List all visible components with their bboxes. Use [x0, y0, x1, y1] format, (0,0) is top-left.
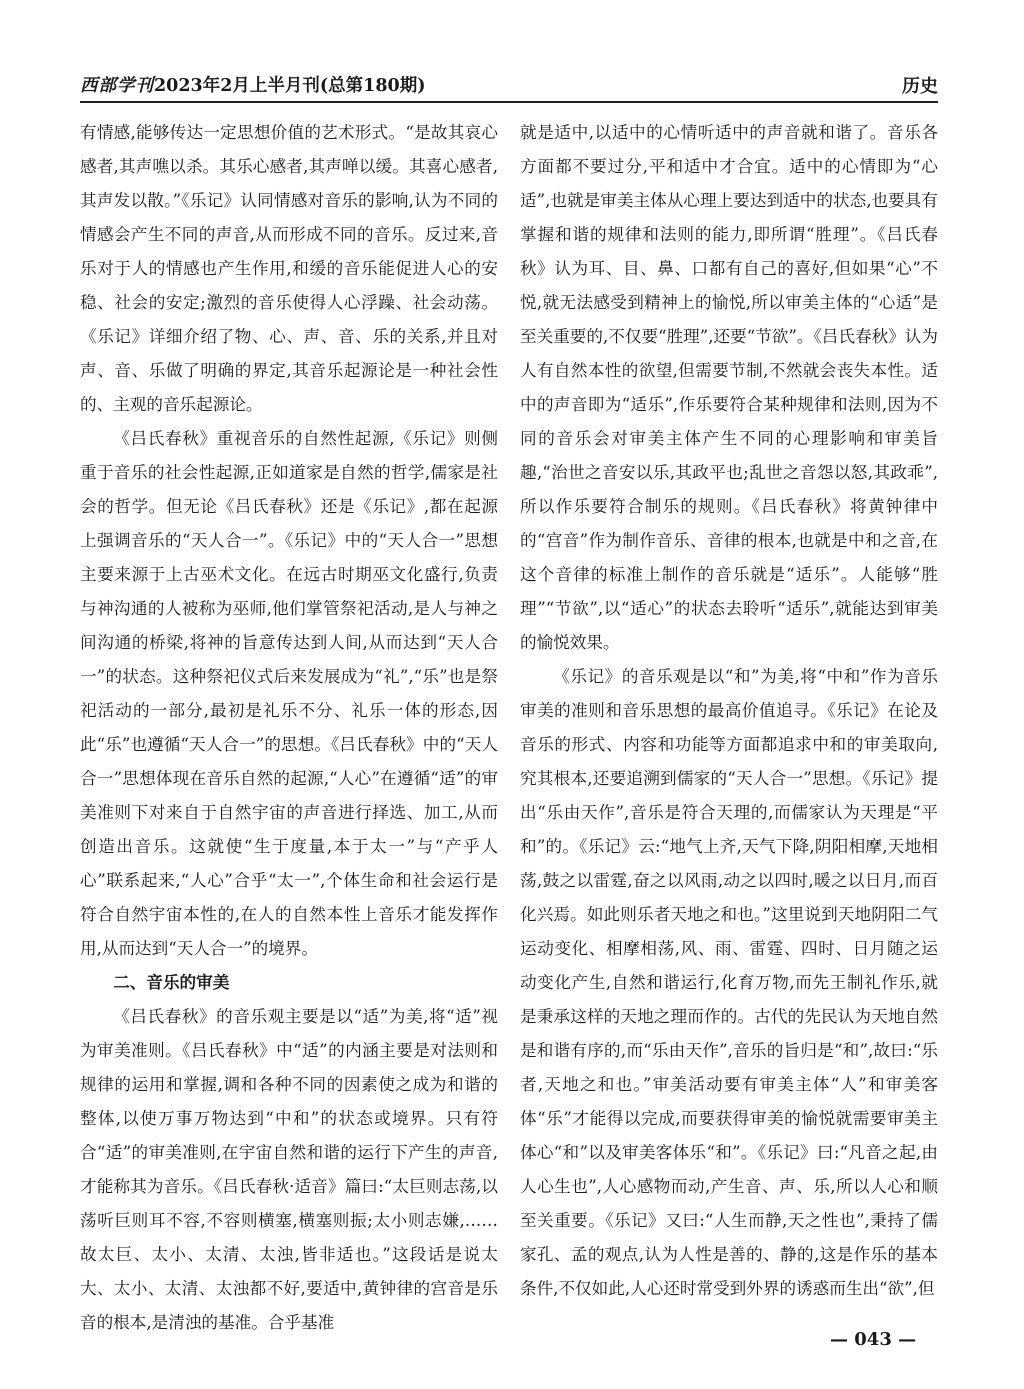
left-column: [80, 116, 498, 1340]
issue-label: 2023年2月上半月刊(总第180期): [154, 76, 426, 96]
paragraph: 《乐记》的音乐观是以“和”为美,将“中和”作为音乐审美的准则和音乐思想的最高价值追寻。《乐记》在论及音乐的形式、内容和功能等方面都追求中和的审美取向,究其根本,还要追溯到儒家的“天人合一”思想。《乐记》提出“乐由天作”,音乐是符合天理的,而儒家认为天理是“平和”的。《乐记》云:“地气上齐,天气下降,阴阳相摩,天地相荡,鼓之以雷霆,奋之以风雨,动之以四时,暖之以日月,而百化兴焉。如此则乐者天地之和也。”这里说到天地阴阳二气运动变化、相摩相荡,风、雨、雷霆、四时、日月随之运动变化产生,自然和谐运行,化育万物,而先王制礼作乐,就是秉承这样的天地之理而作的。古代的先民认为天地自然是和谐有序的,而“乐由天作”,音乐的旨归是“和”,故曰:“乐者,天地之和也。”审美活动要有审美主体“人”和审美客体“乐”才能得以完成,而要获得审美的愉悦就需要审美主体心“和”以及审美客体乐“和”。《乐记》曰:“凡音之起,由人心生也”,人心感物而动,产生音、声、乐,所以人心和顺至关重要。《乐记》又曰:“人生而静,天之性也”,秉持了儒家孔、孟的观点,认为人性是善的、静的,这是作乐的基本条件,不仅如此,人心还时常受到外界的诱惑而生出“欲”,但: [520, 667, 938, 1298]
running-header: [80, 70, 938, 100]
journal-issue-line: [80, 72, 425, 97]
section-label: 历史: [902, 76, 938, 97]
page-number: — 043 —: [830, 1329, 917, 1350]
right-column: [520, 116, 938, 1306]
journal-logo: 西部学刊: [80, 76, 154, 96]
paragraph: 《吕氏春秋》重视音乐的自然性起源,《乐记》则侧重于音乐的社会性起源,正如道家是自然的哲学,儒家是社会的哲学。但无论《吕氏春秋》还是《乐记》,都在起源上强调音乐的“天人合一”。《乐记》中的“天人合一”思想主要来源于上古巫术文化。在远古时期巫文化盛行,负责与神沟通的人被称为巫师,他们掌管祭祀活动,是人与神之间沟通的桥梁,将神的旨意传达到人间,从而达到“天人合一”的状态。这种祭祀仪式后来发展成为“礼”,“乐”也是祭祀活动的一部分,最初是礼乐不分、礼乐一体的形态,因此“乐”也遵循“天人合一”的思想。《吕氏春秋》中的“天人合一”思想体现在音乐自然的起源,“人心”在遵循“适”的审美准则下对来自于自然宇宙的声音进行择选、加工,从而创造出音乐。这就使“生于度量,本于太一”与“产乎人心”联系起来,“人心”合乎“太一”,个体生命和社会运行是符合自然宇宙本性的,在人的自然本性上音乐才能发挥作用,从而达到“天人合一”的境界。: [80, 429, 498, 958]
paragraph: 《吕氏春秋》的音乐观主要是以“适”为美,将“适”视为审美准则。《吕氏春秋》中“适”的内涵主要是对法则和规律的运用和掌握,调和各种不同的因素使之成为和谐的整体,以使万事万物达到“中和”的状态或境界。只有符合“适”的审美准则,在宇宙自然和谐的运行下产生的声音,才能称其为音乐。《吕氏春秋·适音》篇曰:“太巨则志荡,以荡听巨则耳不容,不容则横塞,横塞则振;太小则志嫌,……故太巨、太小、太清、太浊,皆非适也。”这段话是说太大、太小、太清、太浊都不好,要适中,黄钟律的宫音是乐音的根本,是清浊的基准。合乎基准: [80, 1007, 498, 1332]
paragraph: 有情感,能够传达一定思想价值的艺术形式。“是故其哀心感者,其声噍以杀。其乐心感者,其声啴以缓。其喜心感者,其声发以散。”《乐记》认同情感对音乐的影响,认为不同的情感会产生不同的声音,从而形成不同的音乐。反过来,音乐对于人的情感也产生作用,和缓的音乐能促进人心的安稳、社会的安定;激烈的音乐使得人心浮躁、社会动荡。《乐记》详细介绍了物、心、声、音、乐的关系,并且对声、音、乐做了明确的界定,其音乐起源论是一种社会性的、主观的音乐起源论。: [80, 123, 498, 414]
section-heading: 二、音乐的审美: [113, 973, 230, 992]
paragraph: 就是适中,以适中的心情听适中的声音就和谐了。音乐各方面都不要过分,平和适中才合宜。适中的心情即为“心适”,也就是审美主体从心理上要达到适中的状态,也要具有掌握和谐的规律和法则的能力,即所谓“胜理”。《吕氏春秋》认为耳、目、鼻、口都有自己的喜好,但如果“心”不悦,就无法感受到精神上的愉悦,所以审美主体的“心适”是至关重要的,不仅要“胜理”,还要“节欲”。《吕氏春秋》认为人有自然本性的欲望,但需要节制,不然就会丧失本性。适中的声音即为“适乐”,作乐要符合某种规律和法则,因为不同的音乐会对审美主体产生不同的心理影响和审美旨趣,“治世之音安以乐,其政平也;乱世之音怨以怒,其政乖”,所以作乐要符合制乐的规则。《吕氏春秋》将黄钟律中的“宫音”作为制作音乐、音律的根本,也就是中和之音,在这个音律的标准上制作的音乐就是“适乐”。人能够“胜理”“节欲”,以“适心”的状态去聆听“适乐”,就能达到审美的愉悦效果。: [520, 123, 938, 652]
header-rule: [80, 101, 938, 103]
